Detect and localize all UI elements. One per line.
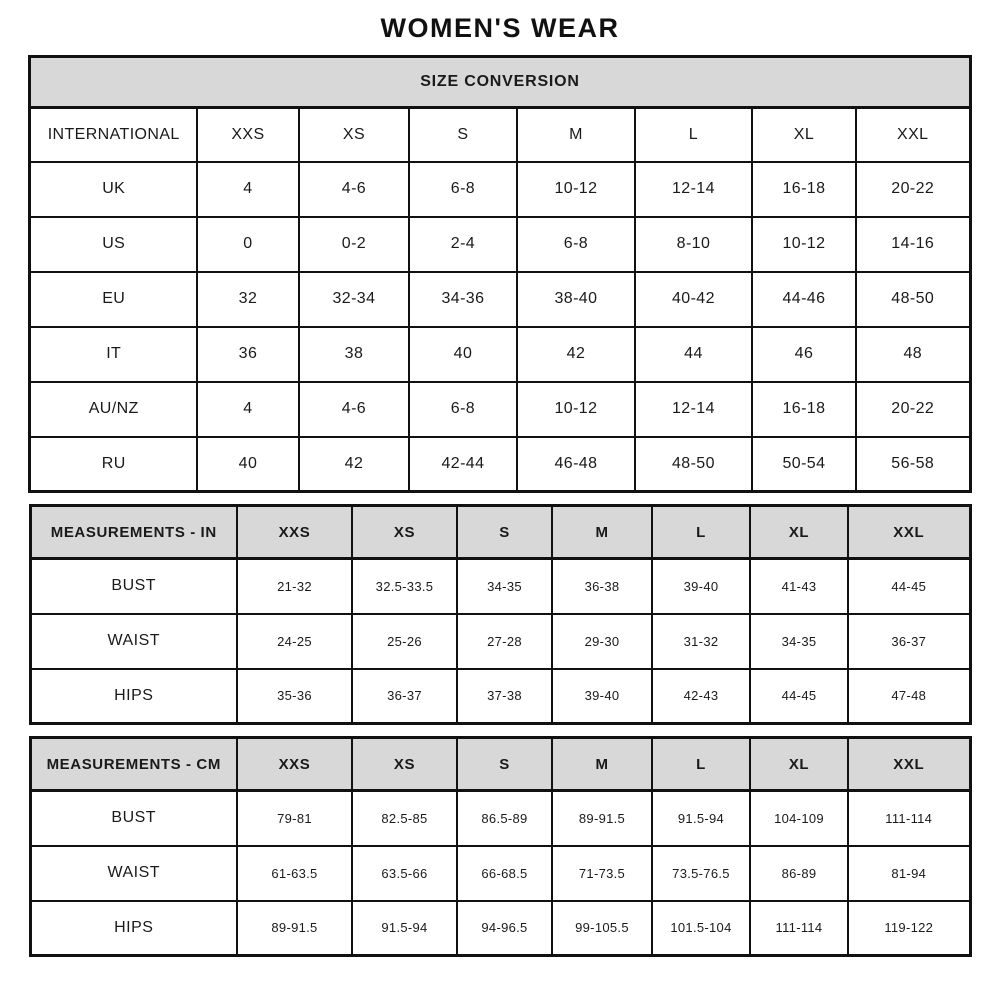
measure-cell: 119-122	[848, 901, 970, 956]
size-cell: 10-12	[752, 217, 856, 272]
table-row	[30, 846, 970, 901]
col-header: L	[652, 738, 750, 791]
size-cell: 16-18	[752, 162, 856, 217]
col-header: M	[552, 738, 652, 791]
measurements-in-table	[29, 504, 972, 725]
row-label: HIPS	[30, 669, 237, 724]
size-cell: 40	[409, 327, 517, 382]
col-header: S	[457, 506, 552, 559]
table-row	[30, 382, 970, 437]
size-cell: 10-12	[517, 162, 635, 217]
table-header: MEASUREMENTS - IN	[30, 506, 237, 559]
size-cell: 56-58	[856, 437, 970, 492]
measure-cell: 81-94	[848, 846, 970, 901]
row-label: RU	[30, 437, 197, 492]
size-cell: 12-14	[635, 382, 752, 437]
measure-cell: 35-36	[237, 669, 352, 724]
col-header: XXS	[237, 506, 352, 559]
size-cell: 48-50	[856, 272, 970, 327]
measure-cell: 29-30	[552, 614, 652, 669]
measure-cell: 86-89	[750, 846, 848, 901]
size-cell: 10-12	[517, 382, 635, 437]
size-cell: 32	[197, 272, 299, 327]
size-cell: 6-8	[517, 217, 635, 272]
size-cell: 20-22	[856, 382, 970, 437]
size-cell: 4-6	[299, 162, 409, 217]
measure-cell: 111-114	[750, 901, 848, 956]
measure-cell: 42-43	[652, 669, 750, 724]
table-header: MEASUREMENTS - CM	[30, 738, 237, 791]
size-cell: 40	[197, 437, 299, 492]
page-title: WOMEN'S WEAR	[380, 13, 620, 43]
col-header: XL	[750, 738, 848, 791]
measure-cell: 79-81	[237, 791, 352, 846]
table-row	[30, 901, 970, 956]
size-conversion-table	[28, 55, 971, 493]
size-cell: 48-50	[635, 437, 752, 492]
measure-cell: 41-43	[750, 559, 848, 614]
size-cell: 40-42	[635, 272, 752, 327]
table-row	[30, 162, 970, 217]
measure-cell: 36-37	[352, 669, 457, 724]
table-banner: SIZE CONVERSION	[30, 57, 970, 108]
measure-cell: 91.5-94	[352, 901, 457, 956]
measure-cell: 44-45	[848, 559, 970, 614]
row-label: US	[30, 217, 197, 272]
measure-cell: 101.5-104	[652, 901, 750, 956]
row-label: HIPS	[30, 901, 237, 956]
size-cell: 0	[197, 217, 299, 272]
measure-cell: 66-68.5	[457, 846, 552, 901]
size-cell: 42-44	[409, 437, 517, 492]
measure-cell: 34-35	[457, 559, 552, 614]
table-row	[30, 272, 970, 327]
first-col-header: INTERNATIONAL	[30, 108, 197, 162]
col-header: XXL	[848, 506, 970, 559]
size-cell: 14-16	[856, 217, 970, 272]
measure-cell: 61-63.5	[237, 846, 352, 901]
size-cell: 36	[197, 327, 299, 382]
size-cell: 0-2	[299, 217, 409, 272]
measure-cell: 27-28	[457, 614, 552, 669]
measure-cell: 37-38	[457, 669, 552, 724]
measure-cell: 39-40	[652, 559, 750, 614]
row-label: BUST	[30, 791, 237, 846]
measure-cell: 25-26	[352, 614, 457, 669]
measure-cell: 63.5-66	[352, 846, 457, 901]
table-row	[30, 437, 970, 492]
measure-cell: 89-91.5	[552, 791, 652, 846]
col-header: XXS	[197, 108, 299, 162]
size-cell: 8-10	[635, 217, 752, 272]
size-cell: 34-36	[409, 272, 517, 327]
size-cell: 46	[752, 327, 856, 382]
table-row	[30, 791, 970, 846]
row-label: IT	[30, 327, 197, 382]
size-cell: 44-46	[752, 272, 856, 327]
measure-cell: 86.5-89	[457, 791, 552, 846]
size-cell: 4	[197, 382, 299, 437]
col-header: XXL	[856, 108, 970, 162]
size-cell: 50-54	[752, 437, 856, 492]
measure-cell: 39-40	[552, 669, 652, 724]
measure-cell: 99-105.5	[552, 901, 652, 956]
col-header: L	[635, 108, 752, 162]
col-header: XS	[352, 738, 457, 791]
measure-cell: 32.5-33.5	[352, 559, 457, 614]
measure-cell: 73.5-76.5	[652, 846, 750, 901]
col-header: XXS	[237, 738, 352, 791]
size-cell: 38	[299, 327, 409, 382]
table-row	[30, 217, 970, 272]
measure-cell: 36-38	[552, 559, 652, 614]
size-cell: 42	[299, 437, 409, 492]
measure-cell: 104-109	[750, 791, 848, 846]
size-cell: 42	[517, 327, 635, 382]
size-cell: 16-18	[752, 382, 856, 437]
size-cell: 2-4	[409, 217, 517, 272]
size-cell: 4	[197, 162, 299, 217]
col-header: M	[552, 506, 652, 559]
size-cell: 12-14	[635, 162, 752, 217]
row-label: WAIST	[30, 846, 237, 901]
row-label: EU	[30, 272, 197, 327]
measure-cell: 44-45	[750, 669, 848, 724]
col-header: XXL	[848, 738, 970, 791]
measure-cell: 94-96.5	[457, 901, 552, 956]
measure-cell: 24-25	[237, 614, 352, 669]
col-header: XL	[752, 108, 856, 162]
column-header-row	[30, 506, 970, 559]
size-cell: 4-6	[299, 382, 409, 437]
size-cell: 38-40	[517, 272, 635, 327]
column-header-row	[30, 108, 970, 162]
measurements-cm-table	[29, 736, 972, 957]
table-row	[30, 614, 970, 669]
size-cell: 46-48	[517, 437, 635, 492]
measure-cell: 89-91.5	[237, 901, 352, 956]
measure-cell: 111-114	[848, 791, 970, 846]
col-header: S	[409, 108, 517, 162]
col-header: XS	[352, 506, 457, 559]
size-cell: 20-22	[856, 162, 970, 217]
measure-cell: 21-32	[237, 559, 352, 614]
measure-cell: 36-37	[848, 614, 970, 669]
size-cell: 6-8	[409, 162, 517, 217]
size-cell: 32-34	[299, 272, 409, 327]
measure-cell: 34-35	[750, 614, 848, 669]
col-header: S	[457, 738, 552, 791]
column-header-row	[30, 738, 970, 791]
row-label: UK	[30, 162, 197, 217]
table-row	[30, 327, 970, 382]
col-header: M	[517, 108, 635, 162]
col-header: L	[652, 506, 750, 559]
table-row	[30, 669, 970, 724]
col-header: XS	[299, 108, 409, 162]
measure-cell: 71-73.5	[552, 846, 652, 901]
table-row	[30, 559, 970, 614]
row-label: AU/NZ	[30, 382, 197, 437]
measure-cell: 31-32	[652, 614, 750, 669]
measure-cell: 91.5-94	[652, 791, 750, 846]
table-banner-row	[30, 57, 970, 108]
row-label: BUST	[30, 559, 237, 614]
size-cell: 48	[856, 327, 970, 382]
row-label: WAIST	[30, 614, 237, 669]
col-header: XL	[750, 506, 848, 559]
measure-cell: 47-48	[848, 669, 970, 724]
size-cell: 6-8	[409, 382, 517, 437]
measure-cell: 82.5-85	[352, 791, 457, 846]
size-cell: 44	[635, 327, 752, 382]
